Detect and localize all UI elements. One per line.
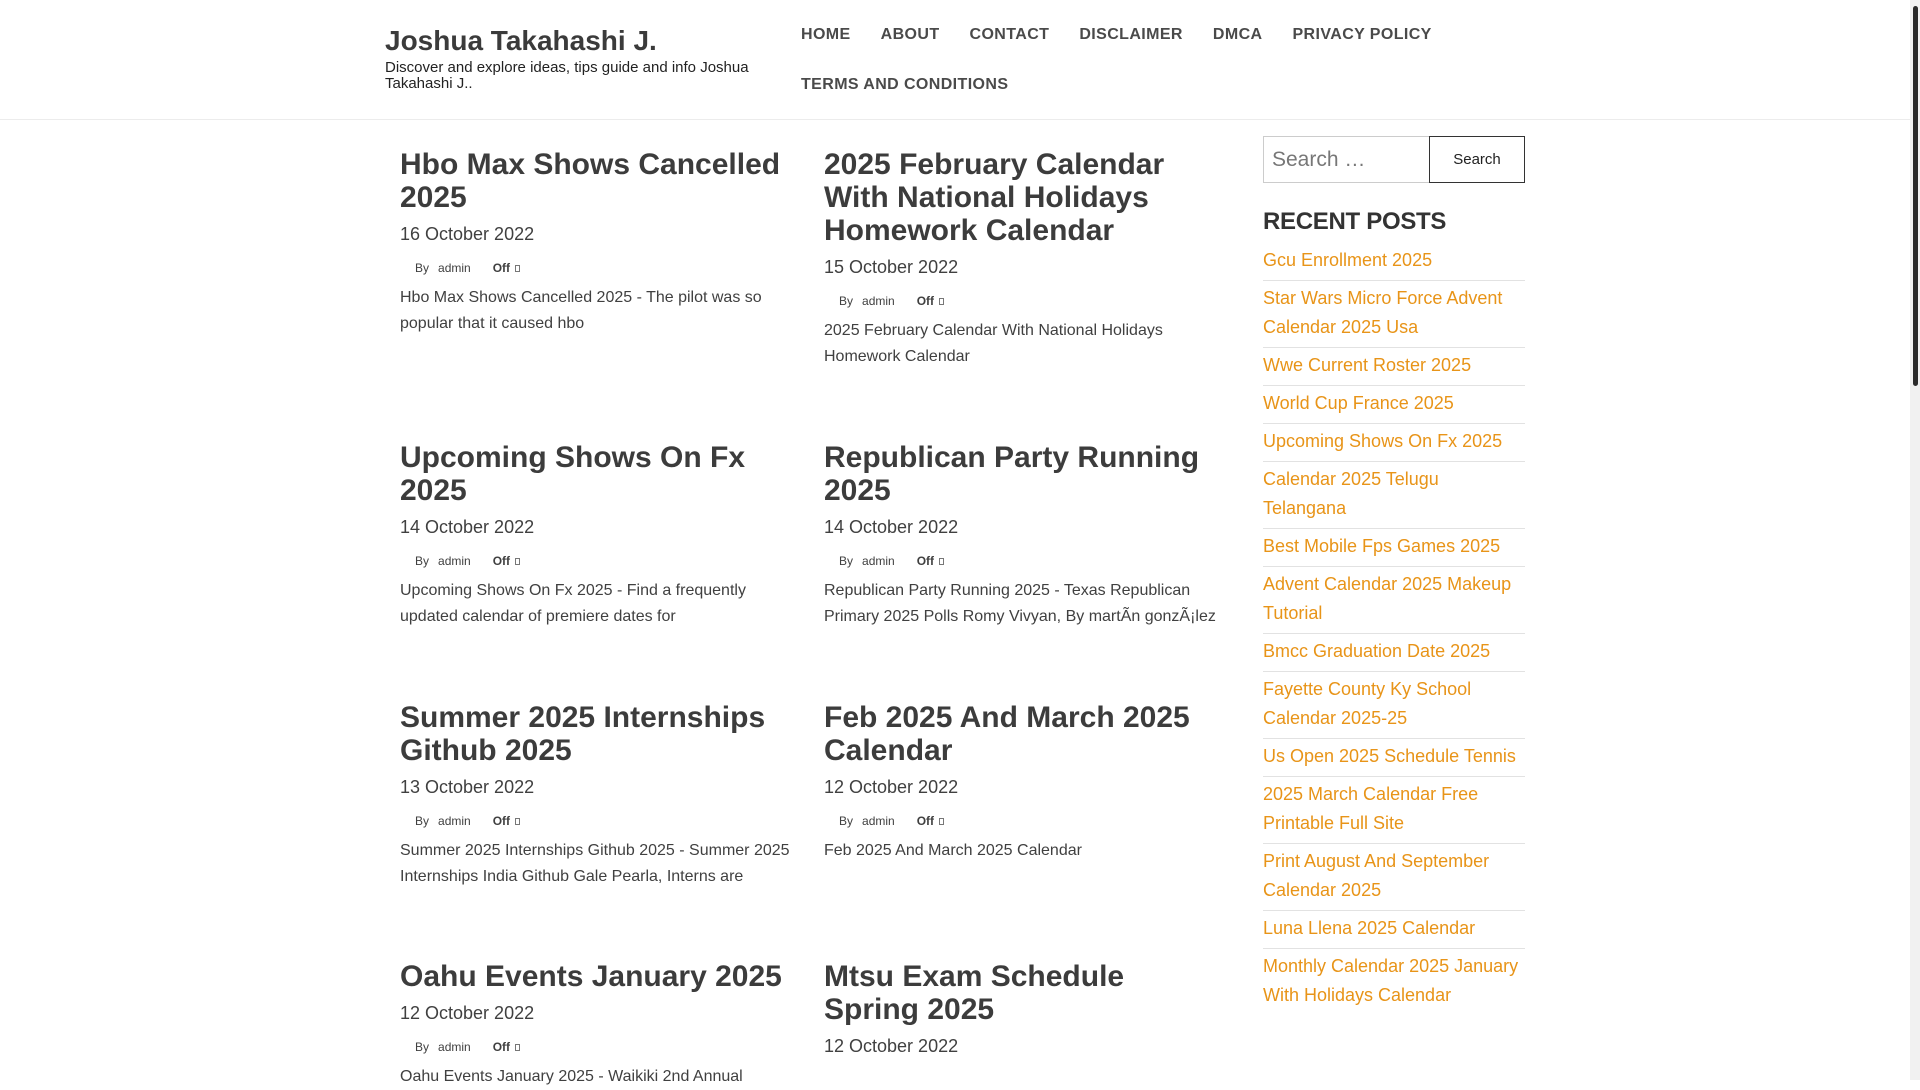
comment-icon (939, 558, 944, 565)
post-date: 12 October 2022 (824, 777, 959, 797)
post-excerpt: Republican Party Running 2025 - Texas Republican Primary 2025 Polls Romy Vivyan, By martÃn gonzÃ¡lez (824, 582, 1216, 625)
nav-item-privacy-policy[interactable]: PRIVACY POLICY (1292, 26, 1432, 43)
comment-icon (515, 558, 520, 565)
search-form (1263, 136, 1525, 183)
site-branding (385, 26, 765, 92)
post-title[interactable]: Upcoming Shows On Fx 2025 (400, 441, 746, 507)
comment-icon (515, 818, 520, 825)
post-meta (400, 261, 800, 275)
post-date: 14 October 2022 (824, 517, 959, 537)
post-date: 13 October 2022 (400, 777, 535, 797)
nav-item-terms-and-conditions[interactable]: TERMS AND CONDITIONS (801, 76, 1009, 93)
recent-post-link[interactable]: Print August And September Calendar 2025 (1263, 844, 1525, 911)
scrollbar-thumb[interactable] (1913, 6, 1918, 386)
post-excerpt: Upcoming Shows On Fx 2025 - Find a frequently updated calendar of premiere dates for (400, 582, 746, 625)
post-author-link[interactable]: admin (862, 814, 895, 828)
post-excerpt: Oahu Events January 2025 - Waikiki 2nd Annual (400, 1068, 743, 1085)
post-card (824, 960, 1224, 1057)
post-card (400, 960, 800, 1090)
post-author-link[interactable]: admin (862, 554, 895, 568)
site-header (0, 0, 1910, 120)
recent-posts-list (1263, 246, 1525, 1015)
post-date: 16 October 2022 (400, 224, 535, 244)
post-by-label: By (839, 814, 854, 828)
post-title[interactable]: Summer 2025 Internships Github 2025 (400, 701, 766, 767)
recent-post-link[interactable]: Wwe Current Roster 2025 (1263, 348, 1525, 386)
site-description: Discover and explore ideas, tips guide and info Joshua Takahashi J.. (385, 59, 749, 92)
post-comments-status: Off (916, 294, 935, 308)
post-comments-status: Off (916, 554, 935, 568)
recent-post-link[interactable]: Fayette County Ky School Calendar 2025-25 (1263, 672, 1525, 739)
main-navigation (790, 20, 1530, 120)
post-comments-status: Off (492, 1040, 511, 1054)
search-button[interactable]: Search (1429, 136, 1525, 183)
recent-post-link[interactable]: Monthly Calendar 2025 January With Holidays Calendar (1263, 956, 1519, 1005)
post-excerpt: Feb 2025 And March 2025 Calendar (824, 842, 1082, 859)
recent-post-link[interactable]: Star Wars Micro Force Advent Calendar 2025 Usa (1263, 281, 1525, 348)
sidebar (1263, 136, 1525, 1015)
post-date: 12 October 2022 (824, 1036, 959, 1056)
recent-post-link[interactable]: Us Open 2025 Schedule Tennis (1263, 739, 1525, 777)
recent-post-link[interactable]: Calendar 2025 Telugu Telangana (1263, 462, 1525, 529)
nav-item-about[interactable]: ABOUT (880, 26, 940, 43)
post-author-link[interactable]: admin (862, 294, 895, 308)
post-title[interactable]: Hbo Max Shows Cancelled 2025 (400, 148, 781, 214)
post-comments-status: Off (916, 814, 935, 828)
recent-post-link[interactable]: World Cup France 2025 (1263, 386, 1525, 424)
post-comments-status: Off (492, 554, 511, 568)
post-title[interactable]: 2025 February Calendar With National Holidays Homework Calendar (824, 148, 1165, 247)
post-by-label: By (415, 261, 430, 275)
post-date: 14 October 2022 (400, 517, 535, 537)
post-by-label: By (415, 1040, 430, 1054)
post-date: 15 October 2022 (824, 257, 959, 277)
post-card (400, 148, 800, 337)
post-excerpt: Hbo Max Shows Cancelled 2025 - The pilot was so popular that it caused hbo (400, 289, 762, 332)
post-by-label: By (415, 814, 430, 828)
post-comments-status: Off (492, 814, 511, 828)
recent-posts-heading: RECENT POSTS (1263, 208, 1447, 235)
post-card (400, 441, 800, 630)
post-title[interactable]: Feb 2025 And March 2025 Calendar (824, 701, 1190, 767)
post-title[interactable]: Oahu Events January 2025 (400, 960, 782, 993)
post-meta (824, 814, 1224, 828)
post-card (400, 701, 800, 890)
post-excerpt: 2025 February Calendar With National Holidays Homework Calendar (824, 322, 1163, 365)
nav-item-disclaimer[interactable]: DISCLAIMER (1079, 26, 1183, 43)
comment-icon (515, 1044, 520, 1051)
post-author-link[interactable]: admin (438, 814, 471, 828)
post-meta (824, 294, 1224, 308)
page-scrollbar[interactable] (1910, 0, 1920, 1080)
comment-icon (515, 265, 520, 272)
post-excerpt: Summer 2025 Internships Github 2025 - Summer 2025 Internships India Github Gale Pearla, Interns are (400, 842, 790, 885)
recent-post-link[interactable]: Best Mobile Fps Games 2025 (1263, 529, 1525, 567)
post-meta (400, 1040, 800, 1054)
post-by-label: By (839, 294, 854, 308)
search-input[interactable] (1263, 136, 1429, 183)
recent-post-link[interactable]: Advent Calendar 2025 Makeup Tutorial (1263, 567, 1525, 634)
site-title[interactable]: Joshua Takahashi J. (385, 25, 657, 56)
recent-post-link[interactable]: Bmcc Graduation Date 2025 (1263, 634, 1525, 672)
comment-icon (939, 298, 944, 305)
recent-post-link[interactable]: Upcoming Shows On Fx 2025 (1263, 424, 1525, 462)
post-meta (400, 554, 800, 568)
nav-item-dmca[interactable]: DMCA (1212, 26, 1263, 43)
post-by-label: By (415, 554, 430, 568)
post-date: 12 October 2022 (400, 1003, 535, 1023)
recent-post-link[interactable]: Gcu Enrollment 2025 (1263, 246, 1525, 281)
post-title[interactable]: Mtsu Exam Schedule Spring 2025 (824, 960, 1125, 1026)
nav-item-home[interactable]: HOME (801, 26, 851, 43)
post-author-link[interactable]: admin (438, 1040, 471, 1054)
post-card (824, 701, 1224, 864)
post-card (824, 148, 1224, 370)
recent-post-link[interactable]: 2025 March Calendar Free Printable Full Site (1263, 777, 1525, 844)
recent-post-link[interactable]: Luna Llena 2025 Calendar (1263, 911, 1525, 949)
post-author-link[interactable]: admin (438, 554, 471, 568)
post-meta (824, 554, 1234, 568)
nav-menu (790, 20, 1530, 120)
post-title[interactable]: Republican Party Running 2025 (824, 441, 1200, 507)
post-meta (400, 814, 800, 828)
post-card (824, 441, 1234, 630)
nav-item-contact[interactable]: CONTACT (969, 26, 1050, 43)
post-comments-status: Off (492, 261, 511, 275)
post-author-link[interactable]: admin (438, 261, 471, 275)
comment-icon (939, 818, 944, 825)
post-by-label: By (839, 554, 854, 568)
